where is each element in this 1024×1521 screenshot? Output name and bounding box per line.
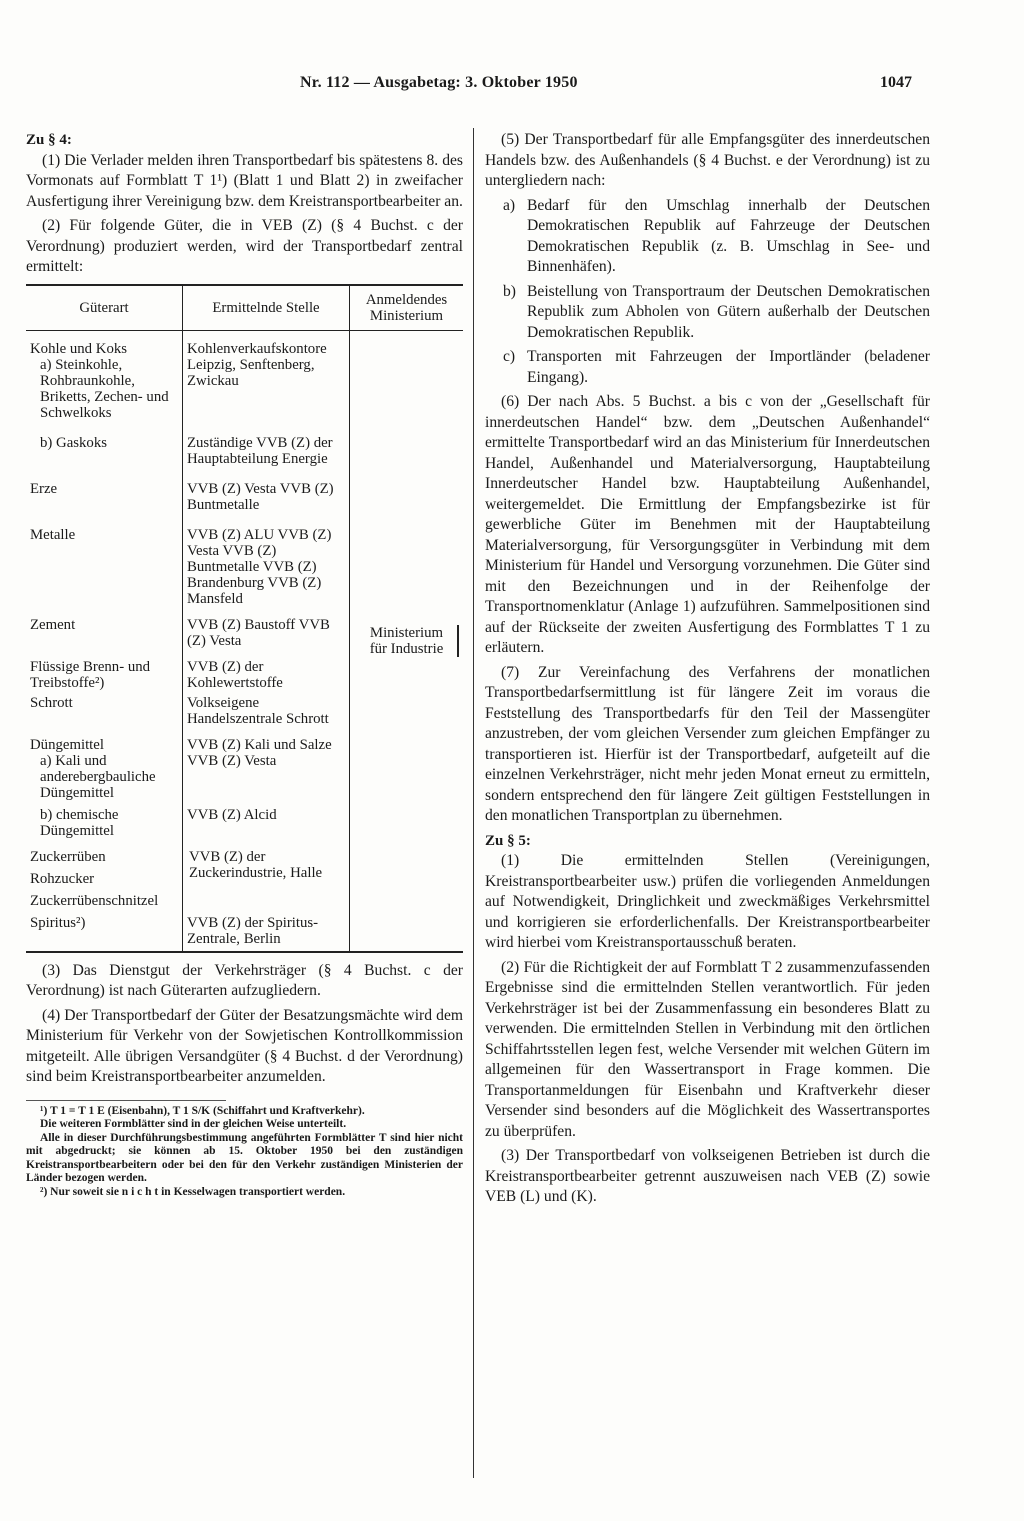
col-header-goods: Güterart bbox=[26, 285, 183, 331]
section-heading-5: Zu § 5: bbox=[485, 832, 531, 849]
office-cell: VVB (Z) Baustoff VVB (Z) Vesta bbox=[183, 617, 350, 659]
goods-cell: Düngemittel bbox=[30, 736, 104, 753]
footnote-2: ²) Nur soweit sie n i c h t in Kesselwagen transportiert werden. bbox=[40, 1185, 346, 1198]
issue-title: Nr. 112 — Ausgabetag: 3. Oktober 1950 bbox=[300, 74, 578, 91]
footnotes bbox=[26, 1105, 463, 1200]
col-header-office: Ermittelnde Stelle bbox=[183, 285, 350, 331]
goods-cell: Erze bbox=[30, 480, 58, 497]
col-header-ministry: Anmeldendes Ministerium bbox=[350, 285, 464, 331]
goods-cell: b) chemische Düngemittel bbox=[40, 806, 119, 839]
ministry-cell bbox=[350, 330, 464, 952]
goods-cell: Metalle bbox=[30, 526, 76, 543]
list-label: b) bbox=[503, 282, 516, 300]
goods-cell: Rohzucker bbox=[30, 870, 95, 887]
office-cell: Zuständige VVB (Z) der Hauptabteilung Energie bbox=[183, 435, 350, 481]
goods-cell: Zement bbox=[30, 616, 76, 633]
office-cell: VVB (Z) ALU VVB (Z) Vesta VVB (Z) Buntmetalle VVB (Z) Brandenburg VVB (Z) Mansfeld bbox=[183, 527, 350, 617]
paragraph-5-3: (3) Der Transportbedarf von volkseigenen Betrieben ist durch die Kreistransportbearbeiter getrennt auszuweisen nach VEB (Z) sowie VEB (L) und (K). bbox=[485, 1147, 930, 1205]
office-cell: VVB (Z) Kali und Salze VVB (Z) Vesta bbox=[183, 737, 350, 807]
office-cell: VVB (Z) der Spiritus-Zentrale, Berlin bbox=[183, 915, 350, 952]
office-cell: VVB (Z) der Kohlewertstoffe bbox=[183, 659, 350, 695]
list-item bbox=[485, 196, 930, 278]
paragraph-4-2: (2) Für folgende Güter, die in VEB (Z) (§ 4 Buchst. c der Verordnung) produziert werden, wird der Transportbedarf zentral ermittelt: bbox=[26, 217, 463, 275]
office-cell: VVB (Z) Alcid bbox=[183, 807, 350, 849]
paragraph-4-5: (5) Der Transportbedarf für alle Empfangsgüter des innerdeutschen Handels bzw. des Außenhandels (§ 4 Buchst. e der Verordnung) ist zu untergliedern nach: bbox=[485, 131, 930, 189]
paragraph-5-1: (1) Die ermittelnden Stellen (Vereinigungen, Kreistransportbearbeiter usw.) prüfen die vorliegenden Anmeldungen auf Notwendigkeit, Dringlichkeit und zweckmäßiges Verkehrsmittel und korrigieren sie erforderlichenfalls. Der Kreistransportbearbeiter wird hierbei vom Kreistransportausschuß beraten. bbox=[485, 852, 930, 951]
footnote-1c: Alle in dieser Durchführungsbestimmung angeführten Formblätter T sind hier nicht mit abgedruckt; sie können ab 15. Oktober 1950 bei den zuständigen Kreistransportbearbeitern oder bei den für den Verkehr zuständigen Ministerien der Länder bezogen werden. bbox=[26, 1131, 463, 1184]
ministry-name: Ministerium für Industrie bbox=[369, 624, 444, 657]
list-item bbox=[485, 282, 930, 344]
list-text: Bedarf für den Umschlag innerhalb der Deutschen Demokratischen Republik auf Fahrzeuge der Deutschen Demokratischen Republik (z. B. Umschlag in See- und Binnenhäfen). bbox=[527, 196, 930, 275]
list-text: Transporten mit Fahrzeugen der Importländer (beladener Eingang). bbox=[527, 348, 930, 386]
goods-table bbox=[26, 284, 463, 953]
column-divider bbox=[473, 128, 474, 1478]
paragraph-4-7: (7) Zur Vereinfachung des Verfahrens der monatlichen Transportbedarfsermittlung ist für längere Zeit im voraus die Feststellung des Transportbedarfs für den Teil der Massengüter anzustreben, der vom gleichen Versender zum gleichen Empfänger zu transportieren ist. Hierfür ist der Transportbedarf, aufgeteilt auf die einzelnen Verkehrsträger, nicht mehr jeden Monat erneut zu ermitteln, sondern entsprechend den für längere Zeit gültigen Feststellungen in den monatlichen Transportplan zu übernehmen. bbox=[485, 663, 930, 824]
goods-cell: Flüssige Brenn- und Treibstoffe²) bbox=[30, 658, 151, 691]
list-label: a) bbox=[503, 196, 516, 214]
paragraph-4-3: (3) Das Dienstgut der Verkehrsträger (§ 4 Buchst. c der Verordnung) ist nach Güterarten aufzugliedern. bbox=[26, 961, 463, 999]
page-number: 1047 bbox=[880, 74, 912, 91]
paragraph-4-1: (1) Die Verlader melden ihren Transportbedarf bis spätestens 8. des Vormonats auf Formblatt T 1¹) (Blatt 1 und Blatt 2) in zweifacher Ausfertigung ihrer Vereinigung bzw. dem Kreistransportbearbeiter an. bbox=[26, 151, 463, 210]
goods-cell: Spiritus²) bbox=[30, 914, 86, 931]
goods-cell: Zuckerrübenschnitzel bbox=[30, 892, 159, 909]
left-column bbox=[26, 130, 463, 1199]
office-cell: VVB (Z) der Zuckerindustrie, Halle bbox=[183, 849, 350, 915]
goods-cell: b) Gaskoks bbox=[40, 434, 107, 451]
list-item bbox=[485, 347, 930, 388]
list-label: c) bbox=[503, 348, 516, 365]
office-cell: Kohlenverkaufskontore Leipzig, Senftenberg, Zwickau bbox=[183, 341, 350, 435]
paragraph-4-4: (4) Der Transportbedarf der Güter der Besatzungsmächte wird dem Ministerium für Verkehr von der Sowjetischen Kontrollkommission mitgeteilt. Alle übrigen Versandgüter (§ 4 Buchst. d der Verordnung) sind beim Kreistransportbearbeiter anzumelden. bbox=[26, 1006, 463, 1085]
list-text: Beistellung von Transportraum der Deutschen Demokratischen Republik zum Abholen von Gütern außerhalb der Deutschen Demokratischen Republik. bbox=[527, 282, 930, 341]
paragraph-5-2: (2) Für die Richtigkeit der auf Formblatt T 2 zusammenzufassenden Ergebnisse sind die ermittelnden Stellen verantwortlich. Für jeden Verkehrsträger ist bei der Zusammenfassung ein besonderes Blatt zu verwenden. Die ermittelnden Stellen in Verbindung mit den örtlichen Schiffahrtsstellen legen fest, welche Versender mit welchen Gütern im allgemeinen für den Wassertransport in Frage kommen. Die Transportanmeldungen für Eisenbahn und Kraftverkehr dieser Versender sind besonders auf die Möglichkeit des Wassertransportes zu überprüfen. bbox=[485, 958, 930, 1140]
section-heading-4: Zu § 4: bbox=[26, 132, 72, 148]
goods-cell: a) Steinkohle, Rohbraunkohle, Briketts, Zechen- und Schwelkoks bbox=[40, 356, 169, 421]
right-column bbox=[485, 130, 930, 1208]
goods-cell: a) Kali und anderebergbauliche Düngemittel bbox=[40, 752, 156, 801]
office-cell: Volkseigene Handelszentrale Schrott bbox=[183, 695, 350, 737]
footnote-1b: Die weiteren Formblätter sind in der gleichen Weise unterteilt. bbox=[40, 1118, 347, 1130]
goods-cell: Kohle und Koks bbox=[30, 340, 127, 357]
page-header bbox=[0, 74, 1024, 100]
goods-cell: Schrott bbox=[30, 694, 73, 711]
footnote-1: ¹) T 1 = T 1 E (Eisenbahn), T 1 S/K (Schiffahrt und Kraftverkehr). bbox=[40, 1104, 365, 1117]
paragraph-4-6: (6) Der nach Abs. 5 Buchst. a bis c von der „Gesellschaft für innerdeutschen Handel“ bzw. dem „Deutschen Außenhandel“ ermittelte Transportbedarf wird an das Ministerium für Innerdeutschen Handel, Außenhandel und Materialversorgung, Hauptabteilung Innerdeutscher Handel bzw. Hauptabteilung Außenhandel, weitergemeldet. Die Ermittlung der Empfangsbezirke ist für gewerbliche Güter im Benehmen mit der Hauptabteilung Materialversorgung, für Versorgungsgüter in Verbindung mit dem Ministerium für Handel und Versorgung vorzunehmen. Die Güter sind mit den Bezeichnungen und in der Reihenfolge der Transportnomenklatur (Anlage 1) aufzuführen. Sammelpositionen sind auf der Rückseite der zweiten Ausfertigung des Formblattes T 1 zu erläutern. bbox=[485, 393, 930, 656]
goods-cell: Zuckerrüben bbox=[30, 848, 106, 865]
office-cell: VVB (Z) Vesta VVB (Z) Buntmetalle bbox=[183, 481, 350, 527]
